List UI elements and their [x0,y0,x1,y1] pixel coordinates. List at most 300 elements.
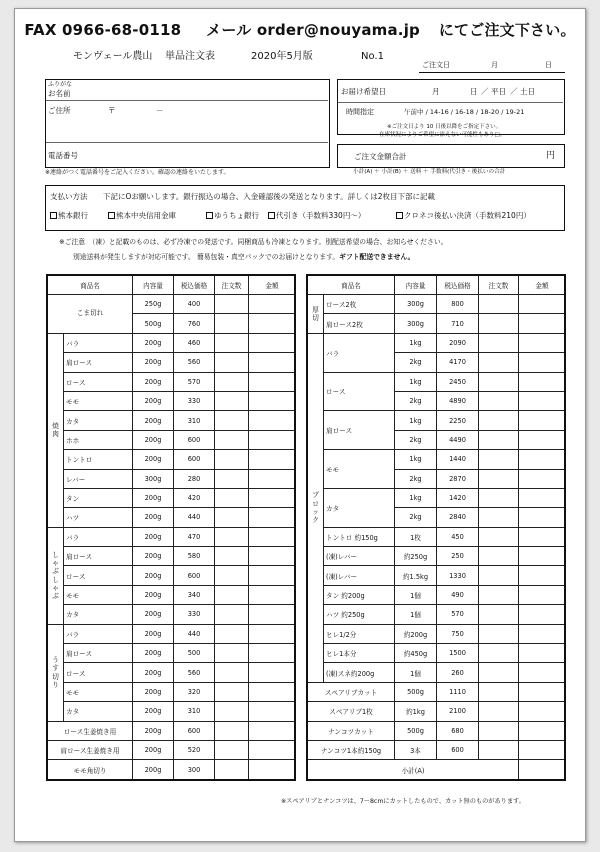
total-cell[interactable] [249,547,296,566]
qty-cell[interactable] [215,740,249,759]
amount-cell: 約1kg [395,702,437,721]
amount-cell: 2kg [395,391,437,410]
price-cell: 520 [174,740,215,759]
total-cell[interactable] [519,391,566,410]
qty-cell[interactable] [215,333,249,352]
price-cell: 440 [174,508,215,527]
product-name: こま切れ [48,295,133,334]
product-name: (凍)レバー [324,547,395,566]
payment-option-yucho[interactable]: ゆうちょ銀行 [206,212,259,220]
product-name: カタ [324,488,395,527]
qty-cell[interactable] [215,488,249,507]
total-cell[interactable] [249,333,296,352]
amount-cell: 1kg [395,333,437,352]
amount-cell: 300g [133,469,174,488]
product-name: (凍)レバー [324,566,395,585]
price-cell: 4490 [437,430,479,449]
product-name: ヒレ1本分 [324,644,395,663]
price-cell: 1420 [437,488,479,507]
payment-option-kuroneko[interactable]: クロネコ後払い決済（手数料210円） [396,212,531,220]
total-cell[interactable] [249,721,296,740]
total-cell[interactable] [249,391,296,410]
product-name: 肩ロース [64,353,133,372]
edition: 2020年5月版 [251,51,313,62]
table-row [48,430,296,449]
total-cell[interactable] [249,353,296,372]
qty-cell[interactable] [479,605,519,624]
price-cell: 4890 [437,391,479,410]
amount-cell: 1個 [395,605,437,624]
total-cell[interactable] [249,430,296,449]
amount-cell: 約250g [395,547,437,566]
product-name: バラ [324,333,395,372]
total-cell[interactable] [519,721,566,740]
price-cell: 1440 [437,450,479,469]
qty-cell[interactable] [479,469,519,488]
total-cell[interactable] [519,333,566,352]
table-row [308,547,566,566]
price-cell: 280 [174,469,215,488]
amount-cell: 250g [133,295,174,314]
price-cell: 300 [174,760,215,779]
customer-box [45,79,330,168]
col-qty: 注文数 [215,276,249,295]
price-cell: 560 [174,353,215,372]
table-row [308,295,566,314]
delivery-date-label: お届け希望日 [341,87,386,96]
table-row [48,702,296,721]
table-row [48,353,296,372]
table-row [48,488,296,507]
amount-cell: 200g [133,333,174,352]
amount-cell: 200g [133,663,174,682]
total-cell[interactable] [519,314,566,333]
qty-cell[interactable] [479,585,519,604]
time-options[interactable]: 午前中 / 14-16 / 16-18 / 18-20 / 19-21 [404,108,525,116]
qty-cell[interactable] [215,566,249,585]
table-row [48,682,296,701]
product-name: モモ [64,391,133,410]
qty-cell[interactable] [479,663,519,682]
order-email: メール order@nouyama.jp [206,21,420,39]
name-divider [46,100,328,101]
qty-cell[interactable] [479,527,519,546]
total-cell[interactable] [249,644,296,663]
amount-cell: 200g [133,391,174,410]
total-cell[interactable] [519,488,566,507]
qty-cell[interactable] [479,702,519,721]
qty-cell[interactable] [215,760,249,779]
qty-cell[interactable] [479,430,519,449]
qty-cell[interactable] [215,527,249,546]
price-cell: 260 [437,663,479,682]
qty-cell[interactable] [479,624,519,643]
col-name: 商品名 [308,276,395,295]
order-date-label: ご注文日 [422,61,450,69]
qty-cell[interactable] [479,488,519,507]
amount-cell: 200g [133,644,174,663]
table-row [48,450,296,469]
product-name: カタ [64,605,133,624]
qty-cell[interactable] [215,624,249,643]
delivery-day[interactable]: 日 [470,87,478,96]
qty-cell[interactable] [479,547,519,566]
product-name: ロース生姜焼き用 [48,721,133,740]
product-name: ロース [64,566,133,585]
order-date-month: 月 [491,61,498,69]
total-cell[interactable] [249,527,296,546]
qty-cell[interactable] [479,333,519,352]
category-label [308,295,324,334]
total-cell[interactable] [519,566,566,585]
product-name: 肩ロース2枚 [324,314,395,333]
product-name: バラ [64,333,133,352]
time-label: 時間指定 [346,108,374,116]
right-table-header [308,276,566,295]
amount-cell: 200g [133,372,174,391]
total-cell[interactable] [249,314,296,333]
price-cell: 800 [437,295,479,314]
subtotal-row [308,760,566,779]
product-name: ハツ [64,508,133,527]
address-divider [46,142,328,143]
col-name: 商品名 [48,276,133,295]
amount-cell: 500g [133,314,174,333]
table-row [308,488,566,507]
qty-cell[interactable] [479,644,519,663]
table-row [48,372,296,391]
delivery-weekday[interactable]: 平日 [491,87,506,96]
category-text: うす切り [52,656,59,689]
col-amount: 内容量 [133,276,174,295]
qty-cell[interactable] [215,585,249,604]
price-cell: 600 [437,740,479,759]
amount-cell: 1個 [395,663,437,682]
fax-number: FAX 0966-68-0118 [24,21,182,39]
price-cell: 750 [437,624,479,643]
table-row [48,295,296,314]
price-cell: 2840 [437,508,479,527]
total-cell[interactable] [249,740,296,759]
amount-cell: 200g [133,566,174,585]
total-cell[interactable] [519,760,566,779]
qty-cell[interactable] [215,721,249,740]
table-row [308,663,566,682]
amount-cell: 1枚 [395,527,437,546]
product-name: トントロ 約150g [324,527,395,546]
table-row [48,469,296,488]
amount-cell: 200g [133,682,174,701]
product-name: トントロ [64,450,133,469]
qty-cell[interactable] [215,391,249,410]
total-cell[interactable] [519,682,566,701]
total-cell[interactable] [249,624,296,643]
qty-cell[interactable] [479,411,519,430]
total-cell[interactable] [519,450,566,469]
product-name: スペアリブ1枚 [308,702,395,721]
qty-cell[interactable] [479,566,519,585]
category-label [308,333,324,682]
product-name: ヒレ1/2分 [324,624,395,643]
total-cell[interactable] [249,682,296,701]
total-cell[interactable] [519,547,566,566]
table-row [308,624,566,643]
qty-cell[interactable] [479,450,519,469]
product-name: バラ [64,527,133,546]
total-cell[interactable] [519,644,566,663]
qty-cell[interactable] [479,721,519,740]
product-name: スペアリブカット [308,682,395,701]
price-cell: 4170 [437,353,479,372]
table-row [308,721,566,740]
shop-name: モンヴェール農山 [73,51,153,62]
amount-cell: 200g [133,760,174,779]
amount-cell: 1kg [395,450,437,469]
amount-cell: 2kg [395,469,437,488]
payment-option-cod[interactable]: 代引き（手数料330円～） [268,212,365,220]
total-cell[interactable] [519,430,566,449]
amount-cell: 200g [133,547,174,566]
payment-box [45,185,565,231]
product-name: ナンコツ1本約150g [308,740,395,759]
price-cell: 2250 [437,411,479,430]
qty-cell[interactable] [215,682,249,701]
qty-cell[interactable] [479,682,519,701]
qty-cell[interactable] [479,372,519,391]
qty-cell[interactable] [215,547,249,566]
product-name: ホホ [64,430,133,449]
table-row [308,411,566,430]
qty-cell[interactable] [215,663,249,682]
table-row [308,740,566,759]
qty-cell[interactable] [215,508,249,527]
table-row [48,644,296,663]
total-cell[interactable] [249,760,296,779]
price-cell: 560 [174,663,215,682]
qty-cell[interactable] [479,353,519,372]
total-cell[interactable] [249,566,296,585]
amount-cell: 200g [133,450,174,469]
total-cell[interactable] [519,663,566,682]
price-cell: 500 [174,644,215,663]
total-cell[interactable] [249,508,296,527]
price-cell: 440 [174,624,215,643]
table-row [48,663,296,682]
product-name: (凍)スネ約200g [324,663,395,682]
price-cell: 1110 [437,682,479,701]
total-cell[interactable] [519,702,566,721]
qty-cell[interactable] [215,411,249,430]
form-name: 単品注文表 [165,51,215,62]
price-cell: 760 [174,314,215,333]
price-cell: 2090 [437,333,479,352]
total-cell[interactable] [519,295,566,314]
price-cell: 310 [174,702,215,721]
product-name: カタ [64,411,133,430]
postal-mark: 〒 [108,106,116,115]
total-cell[interactable] [249,488,296,507]
amount-cell: 200g [133,527,174,546]
delivery-sep-1: ／ [481,87,489,96]
footer-note: ※スペアリブとナンコツは、7～8cmにカットしたもので、カット無のものがあります。 [281,798,525,805]
col-price: 税込価格 [174,276,215,295]
amount-cell: 200g [133,605,174,624]
total-cell[interactable] [249,469,296,488]
total-cell[interactable] [519,353,566,372]
total-cell[interactable] [519,527,566,546]
product-name: ロース [64,372,133,391]
price-cell: 320 [174,682,215,701]
amount-cell: 200g [133,721,174,740]
total-cell[interactable] [519,508,566,527]
order-total-yen[interactable]: 円 [546,151,556,161]
col-total: 金額 [519,276,566,295]
amount-cell: 300g [395,295,437,314]
total-cell[interactable] [519,624,566,643]
total-cell[interactable] [249,663,296,682]
address-label[interactable]: ご住所 [48,106,71,115]
table-row [308,566,566,585]
qty-cell[interactable] [215,450,249,469]
total-cell[interactable] [249,411,296,430]
amount-cell: 200g [133,430,174,449]
checkbox-icon[interactable] [206,212,213,219]
table-row [308,333,566,352]
amount-cell: 200g [133,624,174,643]
category-label [48,333,64,527]
total-cell[interactable] [249,605,296,624]
postal-dash: － [156,106,164,115]
price-cell: 600 [174,721,215,740]
delivery-weekend[interactable]: 土日 [520,87,535,96]
qty-cell[interactable] [215,430,249,449]
amount-cell: 約450g [395,644,437,663]
table-row [308,372,566,391]
qty-cell[interactable] [479,391,519,410]
fax-mail-heading [15,23,585,38]
total-cell[interactable] [249,585,296,604]
table-row [308,702,566,721]
price-cell: 1330 [437,566,479,585]
qty-cell[interactable] [215,353,249,372]
total-cell[interactable] [519,469,566,488]
product-name: 肩ロース [324,411,395,450]
product-name: 肩ロース [64,644,133,663]
product-name: モモ [324,450,395,489]
payment-option-kumamoto-bank[interactable]: 熊本銀行 [50,212,88,220]
product-name: ロース [324,372,395,411]
price-cell: 570 [174,372,215,391]
order-total-label: ご注文金額合計 [354,152,407,161]
table-row [48,508,296,527]
price-cell: 710 [437,314,479,333]
price-cell: 420 [174,488,215,507]
product-name: レバー [64,469,133,488]
qty-cell[interactable] [215,314,249,333]
amount-cell: 約200g [395,624,437,643]
total-cell[interactable] [519,372,566,391]
price-cell: 2100 [437,702,479,721]
product-name: モモ [64,585,133,604]
price-cell: 2450 [437,372,479,391]
notice-line-2: 別途送料が発生しますが対応可能です。 簡易包装・真空パックでのお届けとなります。ギフト配送できません。 [73,253,415,261]
order-date-underline [419,72,565,73]
qty-cell[interactable] [479,314,519,333]
price-cell: 330 [174,605,215,624]
delivery-month[interactable]: 月 [432,87,440,96]
delivery-sep-2: ／ [510,87,518,96]
amount-cell: 200g [133,702,174,721]
qty-cell[interactable] [215,702,249,721]
total-cell[interactable] [249,295,296,314]
category-text: ブロック [312,491,319,525]
total-cell[interactable] [249,450,296,469]
total-cell[interactable] [249,702,296,721]
checkbox-icon[interactable] [268,212,275,219]
product-name: モモ角切り [48,760,133,779]
price-cell: 680 [437,721,479,740]
table-row [308,527,566,546]
total-cell[interactable] [519,605,566,624]
checkbox-icon[interactable] [50,212,57,219]
order-form-page [14,8,586,842]
amount-cell: 1kg [395,372,437,391]
total-cell[interactable] [519,411,566,430]
qty-cell[interactable] [215,469,249,488]
order-total-note: 小計(A) ＋ 小計(B) ＋ 送料 ＋ 手数料(代引き・後払いの合計 [353,169,506,175]
price-cell: 340 [174,585,215,604]
price-cell: 580 [174,547,215,566]
name-label[interactable]: お名前 [48,89,71,98]
product-name: タン 約200g [324,585,395,604]
payment-option-shinkin[interactable]: 熊本中央信用金庫 [108,212,176,220]
product-name: タン [64,488,133,507]
price-cell: 570 [437,605,479,624]
phone-label[interactable]: 電話番号 [48,151,78,160]
checkbox-icon[interactable] [396,212,403,219]
no-gift-notice: ギフト配送できません。 [339,253,415,261]
table-row [48,624,296,643]
amount-cell: 約1.5kg [395,566,437,585]
furigana-label: ふりがな [48,81,73,88]
qty-cell[interactable] [215,605,249,624]
qty-cell[interactable] [479,740,519,759]
price-cell: 400 [174,295,215,314]
price-cell: 310 [174,411,215,430]
qty-cell[interactable] [215,372,249,391]
checkbox-icon[interactable] [108,212,115,219]
table-row [48,547,296,566]
price-cell: 2870 [437,469,479,488]
total-cell[interactable] [519,740,566,759]
phone-note: ※連絡がつく電話番号をご記入ください。確認の連絡をいたします。 [45,169,230,176]
col-qty: 注文数 [479,276,519,295]
amount-cell: 3本 [395,740,437,759]
product-name: ハツ 約250g [324,605,395,624]
qty-cell[interactable] [215,644,249,663]
qty-cell[interactable] [215,295,249,314]
product-name: ロース2枚 [324,295,395,314]
product-name: モモ [64,682,133,701]
qty-cell[interactable] [479,295,519,314]
qty-cell[interactable] [479,508,519,527]
price-cell: 1500 [437,644,479,663]
amount-cell: 200g [133,411,174,430]
total-cell[interactable] [249,372,296,391]
total-cell[interactable] [519,585,566,604]
form-number: No.1 [361,51,384,62]
table-row [48,391,296,410]
